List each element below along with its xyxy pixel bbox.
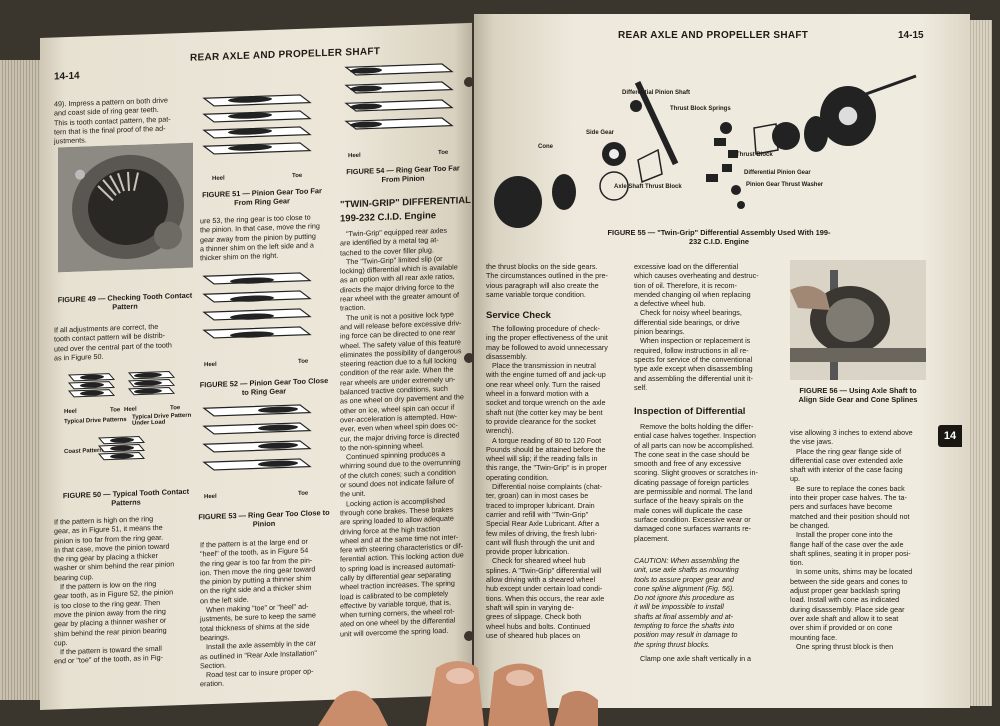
body-text: If the pattern is at the large end or "heel" of the tooth, as in Figure 54 the ring gear is too far from the pin- ion. Then move the ring gear toward the pinion by putting a thinner shim on the right side and a thicker shim on the left side. When making "toe" or "heel" ad- justments, be sure to keep the same total thickness of shims at the side bearings. Install the axle assembly in the car as outlined in "Rear Axle Installation" Section. Road test car to insure proper op- eration. (200, 536, 317, 689)
right-page-edges (968, 20, 992, 706)
fig50-label: Heel (124, 406, 137, 414)
figure-52-caption: FIGURE 52 — Pinion Gear Too Close to Ring Gear (199, 375, 329, 398)
section-title: Service Check (486, 310, 551, 321)
figure-49-caption: FIGURE 49 — Checking Tooth Contact Pattern (57, 290, 193, 312)
fig50-label: Heel (64, 408, 77, 416)
fig54-label: Heel (348, 152, 361, 160)
running-header: REAR AXLE AND PROPELLER SHAFT (190, 46, 381, 64)
figure-56-photo (790, 260, 926, 380)
body-text: the thrust blocks on the side gears. The circumstances outlined in the pre- vious paragraph will also create the same variable torque condition. (486, 262, 608, 299)
body-text: If all adjustments are correct, the tooth contact pattern will be distrib- uted over the central part of the tooth as in Figure 50. (54, 321, 172, 363)
fig55-label: Differential Pinion Gear (744, 170, 811, 176)
left-page (40, 23, 472, 710)
figure-54-illustration (342, 57, 462, 151)
fig50-label: Toe (170, 405, 181, 412)
figure-49-illustration (58, 143, 193, 273)
fig55-label: Axle Shaft Thrust Block (614, 184, 682, 190)
figure-53-caption: FIGURE 53 — Ring Gear Too Close to Pinion (198, 507, 330, 529)
fig52-label: Heel (204, 361, 217, 369)
figure-53-illustration (200, 398, 320, 487)
body-text: If the pattern is high on the ring gear, as in Figure 51, it means the pinion is too far from the ring gear. In that case, move the pinion toward the ring gear by placing a thicker washer or shim behind the rear pinion bearing cup. If the pattern is low on the ring gear tooth, as in Figure 52, the pinion is too close to the ring gear. Then move the pinion away from the ring gear by placing a thinner washer or shim behind the rear pinion bearing cup. If the pattern is toward the small end or "toe" of the tooth, as in Fig- (54, 514, 175, 666)
figure-51-caption: FIGURE 51 — Pinion Gear Too Far From Ring Gear (202, 186, 322, 208)
fig53-label: Heel (204, 493, 217, 501)
caution-text: CAUTION: When assembling the unit, use axle shafts as mounting tools to assure proper gear and cone spline alignment (Fig. 56). Do not ignore this procedure as it will be impossible to install shafts at final assembly and at- tempting to force the shafts into position may result in damage to the spring thrust blocks. (634, 556, 740, 649)
page-number: 14-15 (898, 30, 924, 41)
body-text: excessive load on the differential which causes overheating and destruc- tion of oil. Therefore, it is recom- mended changing oil when replacing a defective wheel hub. Check for noisy wheel bearings, differential side bearings, or drive pinion bearings. When inspection or replacement is required, follow instructions in all re- spects for service of the conventional type axle except when disassembling and assembling the differential unit it- self. (634, 262, 759, 392)
left-page-edges (0, 60, 42, 700)
figure-51-illustration (200, 88, 320, 172)
fig50-label: Toe (110, 407, 121, 414)
section-tab[interactable]: 14 (938, 425, 962, 447)
page-number: 14-14 (54, 70, 80, 83)
figure-52-illustration (200, 266, 320, 355)
section-title: "TWIN-GRIP" DIFFERENTIAL (340, 194, 471, 211)
binder-hole (464, 353, 472, 363)
fig54-label: Toe (438, 149, 449, 157)
running-header: REAR AXLE AND PROPELLER SHAFT (618, 30, 809, 41)
figure-50-caption: FIGURE 50 — Typical Tooth Contact Patterns (62, 486, 190, 508)
fig50-label: Typical Drive Patterns (64, 416, 127, 426)
binder-hole (464, 77, 472, 87)
body-text: The following procedure of check- ing the proper effectiveness of the unit may be followed to avoid unnecessary disassembly. Place the transmission in neutral with the engine turned off and jack-up one rear wheel only. Turn the raised wheel in a forward motion with a socket and torque wrench on the axle shaft nut (the cotter key may be bent to provide clearance for the socket wrench). A torque reading of 80 to 120 Foot Pounds should be attained before the wheel will slip; if the reading falls in this range, the "Twin-Grip" is in proper operating condition. Differential noise complaints (chat- ter, groan) can in most cases be traced to improper lubricant. Drain carrier and refill with "Twin-Grip" Special Rear Axle Lubricant. After a few miles of driving, the fresh lubri- cant will flush through the unit and provide proper lubrication. Check for sheared wheel hub splines. A "Twin-Grip" differential will allow driving with a sheared wheel hub except under certain load condi- tions. When this occurs, the rear axle shaft will spin in varying de- grees of slippage. Check both wheel hubs and bolts. Continued use of sheared hub places on (486, 324, 608, 640)
fig55-label: Side Gear (586, 130, 615, 136)
section-title: Inspection of Differential (634, 406, 746, 417)
body-text: Remove the bolts holding the differ- ential case halves together. Inspection of all parts can now be accomplished. The cone seat in the case should be smooth and free of any excessive scoring. Slight grooves or scratches in- dicating passage of foreign particles are permissible and normal. The land surface of the heavy spirals on the male cones will duplicate the case surface condition. Excessive wear or damaged cone surfaces warrants re- placement. (634, 422, 758, 543)
right-page (474, 14, 970, 708)
fig52-label: Toe (298, 358, 309, 365)
body-text: ure 53, the ring gear is too close to the pinion. In that case, move the ring gear away from the pinion by putting a thinner shim on the left side and a thicker shim on the right. (200, 212, 320, 263)
hand (318, 620, 598, 726)
fig55-label: Pinion Gear Thrust Washer (746, 182, 824, 188)
figure-55-caption: FIGURE 55 — "Twin-Grip" Differential Assembly Used With 199-232 C.I.D. Engine (607, 228, 831, 247)
fig51-label: Toe (292, 172, 303, 180)
body-text: vise allowing 3 inches to extend above the vise jaws. Place the ring gear flange side of differential case over extended axle shaft with interior of the case facing up. Be sure to replace the cones back into their proper case halves. The ta- pers and surfaces have become matched and their position should not be changed. Install the proper cone into the flange half of the case over the axle shaft splines, seating it in proper posi- tion. In some units, shims may be located between the side gears and cones to adjust proper gear backlash spring load. Install with cone as indicated during disassembly. Place side gear over axle shaft and allow it to seat over shim if provided or on cone mounting face. One spring thrust block is then (790, 428, 913, 651)
figure-54-caption: FIGURE 54 — Ring Gear Too Far From Pinion (346, 163, 460, 185)
fig51-label: Heel (212, 175, 225, 182)
body-text: Clamp one axle shaft vertically in a (634, 654, 752, 663)
body-text: "Twin-Grip" equipped rear axles are identified by a metal tag at- tached to the cover filler plug. The "Twin-Grip" limited slip (or locking) differential which is available as an option with all rear axle ratios, directs the major driving force to the rear wheel with the greater amount of traction. The unit is not a positive lock type and will release before excessive driv- ing force can be directed to one rear wheel. The safety value of this feature eliminates the possibility of dangerous steering reaction due to a full locking condition of the rear axle. When the rear wheels are under extremely un- balanced tractive conditions, such as one wheel on dry pavement and the other on ice, wheel spin can occur if over-acceleration is attempted. How- ever, even when wheel spin does oc- cur, the major driving force is directed to the non-spinning wheel. Continued spinning produces a whirring sound due to the overrunning of the clutch cones; such a condition or sound does not indicate failure of the unit. Locking action is accomplished through cone brakes. These brakes are spring loaded to allow adequate driving force at the high traction wheel and at the same time not inter- fere with steering characteristics or dif- ferential action. This locking action due to spring load is increased automati- cally by differential gear separating wheel traction increases. The spring load is calibrated to be completely effective by variable torque, that is, when turning corners, the wheel rot- ated on one wheel by the differential unit will overcome the spring load. (340, 225, 464, 639)
fig50-label: Coast Pattern (64, 447, 104, 456)
fig55-label: Differential Pinion Shaft (622, 90, 691, 96)
fig55-label: Cone (538, 144, 553, 150)
body-text: 49). Impress a pattern on both drive and coast side of ring gear teeth. This is tooth contact pattern, the pat- tern that is the final proof of the ad- justments. (54, 95, 171, 146)
fig53-label: Toe (298, 490, 309, 497)
fig55-label: Thrust Block Springs (670, 106, 731, 112)
figure-56-caption: FIGURE 56 — Using Axle Shaft to Align Side Gear and Cone Splines (798, 386, 918, 405)
fig55-label: Thrust Block (736, 152, 773, 158)
section-subtitle: 199-232 C.I.D. Engine (340, 210, 437, 225)
fig50-label: Typical Drive Pattern Under Load (132, 412, 192, 427)
